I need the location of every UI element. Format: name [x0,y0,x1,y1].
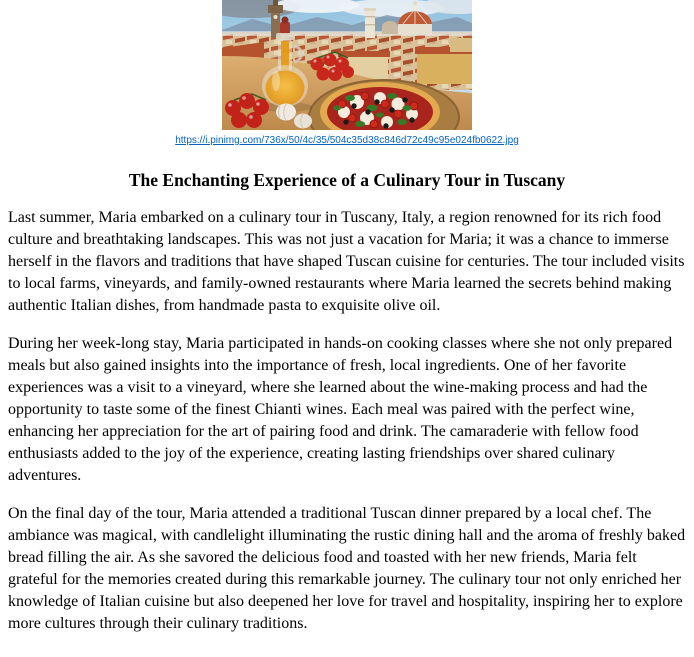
paragraph-1: Last summer, Maria embarked on a culinary tour in Tuscany, Italy, a region renowned for its rich food culture and breathtaking landscapes. This was not just a vacation for Maria; it was a chance to immerse herself in the flavors and traditions that have shaped Tuscan cuisine for centuries. The tour included visits to local farms, vineyards, and family-owned restaurants where Maria learned the secrets behind making authentic Italian dishes, from handmade pasta to exquisite olive oil. [8,209,685,314]
paragraph-2: During her week-long stay, Maria participated in hands-on cooking classes where she not only prepared meals but also gained insights into the importance of fresh, local ingredients. One of her favorite experiences was a visit to a vineyard, where she learned about the wine-making process and had the opportunity to taste some of the finest Chianti wines. Each meal was paired with the perfect wine, enhancing her appreciation for the art of pairing food and drink. The camaraderie with fellow food enthusiasts added to the joy of the experience, creating lasting friendships over shared culinary adventures. [8,335,673,484]
image-source-link[interactable]: https://i.pinimg.com/736x/50/4c/35/504c35d38c846d72c49c95e024fb0622.jpg [175,135,519,146]
florence-culinary-photo [222,0,472,130]
article-title: The Enchanting Experience of a Culinary Tour in Tuscany [128,170,566,190]
article-figure [0,0,694,147]
image-link-line [0,132,694,147]
paragraph-3: On the final day of the tour, Maria attended a traditional Tuscan dinner prepared by a local chef. The ambiance was magical, with candlelight illuminating the rustic dining hall and the aroma of freshly baked bread filling the air. As she savored the delicious food and toasted with her new friends, Maria felt grateful for the memories created during this remarkable journey. The culinary tour not only enriched her knowledge of Italian cuisine but also deepened her love for travel and hospitality, inspiring her to explore more cultures through their culinary traditions. [8,505,686,632]
giotto-campanile-icon [364,8,376,38]
small-dome [382,21,398,34]
